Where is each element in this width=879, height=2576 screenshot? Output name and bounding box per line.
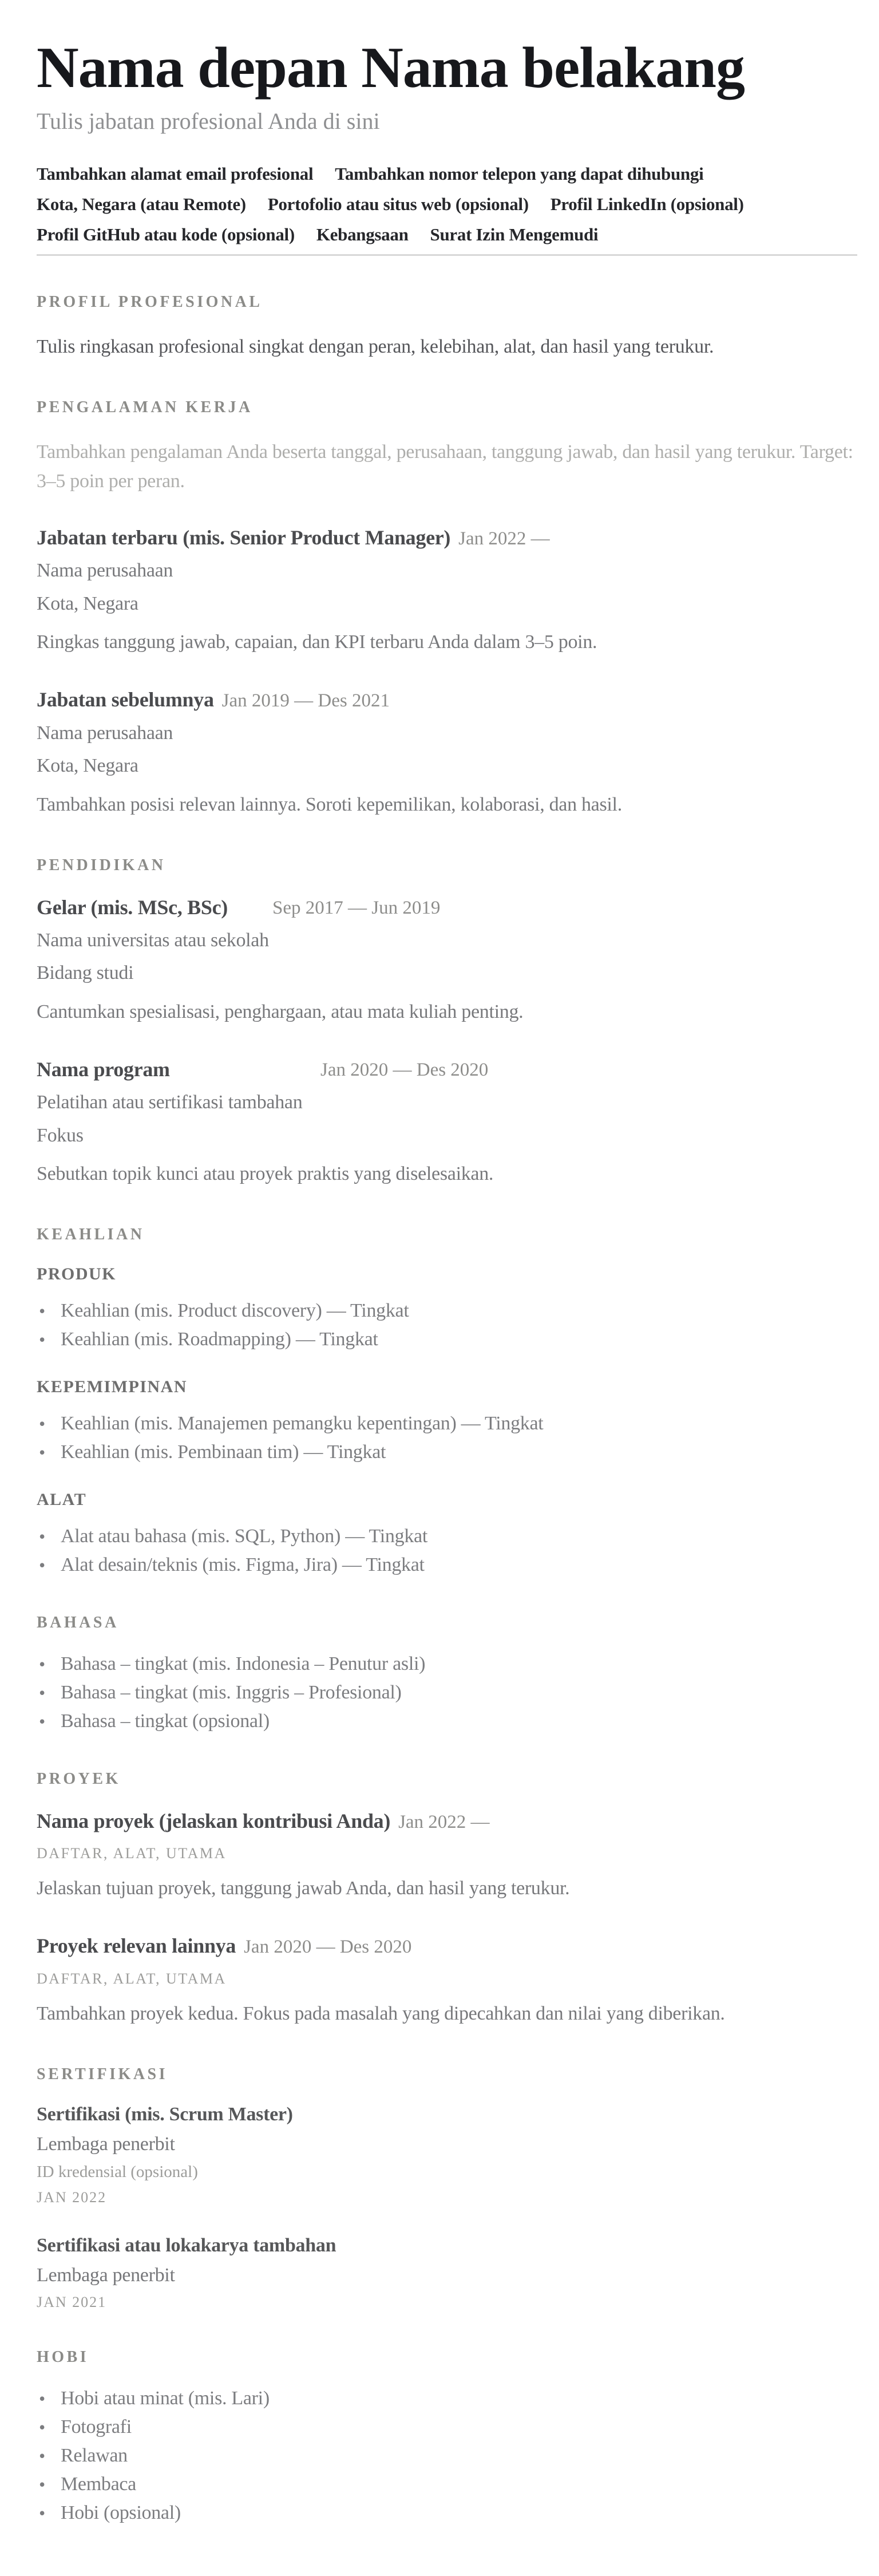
skills-section-label: KEAHLIAN [37,1226,145,1244]
experience-entry-head [37,688,857,713]
languages-section-label: BAHASA [37,1613,119,1631]
skill-group-heading: PRODUK [37,1264,116,1283]
project-date-range: Jan 2022 — [398,1811,490,1832]
skill-list [37,1299,857,1351]
degree-title: Gelar (mis. MSc, BSc) [37,895,228,919]
experience-entry [37,526,857,657]
company-name: Nama perusahaan [37,722,173,744]
skill-item: • Keahlian (mis. Pembinaan tim) — Tingkat [37,1441,857,1464]
language-list [37,1653,857,1733]
skill-group-product [37,1265,857,1351]
contact-item-location: Kota, Negara (atau Remote) [37,194,246,215]
school-name: Nama universitas atau sekolah [37,929,269,951]
job-title: Jabatan terbaru (mis. Senior Product Manager) [37,526,451,549]
resume-header [37,37,857,256]
language-item: • Bahasa – tingkat (mis. Inggris – Profesional) [37,1681,857,1704]
hobby-item: • Fotografi [37,2416,857,2439]
hobby-item: • Hobi (opsional) [37,2502,857,2524]
job-description: Tambahkan posisi relevan lainnya. Soroti kepemilikan, kolaborasi, dan hasil. [37,793,622,815]
certification-issuer: Lembaga penerbit [37,2134,175,2155]
skill-item: • Alat atau bahasa (mis. SQL, Python) — Tingkat [37,1525,857,1548]
experience-section-label: PENGALAMAN KERJA [37,398,253,416]
certification-title: Sertifikasi atau lokakarya tambahan [37,2235,336,2257]
profile-section-label: PROFIL PROFESIONAL [37,293,263,311]
hobby-item: • Relawan [37,2444,857,2467]
education-section-label: PENDIDIKAN [37,856,166,874]
project-meta-tags: DAFTAR, ALAT, UTAMA [37,1970,227,1987]
project-description: Jelaskan tujuan proyek, tanggung jawab Anda, dan hasil yang terukur. [37,1878,570,1899]
project-entry [37,1934,857,2028]
certification-date: JAN 2021 [37,2294,107,2311]
education-entry [37,1057,857,1188]
job-location: Kota, Negara [37,755,138,777]
project-meta-tags: DAFTAR, ALAT, UTAMA [37,1845,227,1862]
section-languages [37,1614,857,1733]
hobby-list [37,2387,857,2524]
hobby-item: • Membaca [37,2473,857,2496]
skill-list [37,1412,857,1464]
program-title: Nama program [37,1057,170,1081]
skill-item: • Keahlian (mis. Manajemen pemangku kepentingan) — Tingkat [37,1412,857,1435]
education-entry-head [37,895,857,920]
section-certifications [37,2066,857,2312]
contact-item-portfolio: Portofolio atau situs web (opsional) [267,194,529,215]
project-date-range: Jan 2020 — Des 2020 [244,1937,412,1958]
section-experience [37,399,857,819]
section-hobbies [37,2349,857,2524]
full-name-heading: Nama depan Nama belakang [37,35,745,100]
language-item: • Bahasa – tingkat (mis. Indonesia – Penutur asli) [37,1653,857,1676]
project-title: Nama proyek (jelaskan kontribusi Anda) [37,1809,391,1832]
professional-title-placeholder: Tulis jabatan profesional Anda di sini [37,108,380,135]
section-education [37,857,857,1188]
field-of-study: Bidang studi [37,962,134,984]
contact-item-driving-license: Surat Izin Mengemudi [430,224,599,245]
program-focus: Fokus [37,1124,84,1146]
section-projects [37,1771,857,2028]
program-date-range: Jan 2020 — Des 2020 [320,1059,489,1080]
job-description: Ringkas tanggung jawab, capaian, dan KPI terbaru Anda dalam 3–5 poin. [37,631,597,653]
certification-title: Sertifikasi (mis. Scrum Master) [37,2104,293,2125]
skill-item: • Keahlian (mis. Roadmapping) — Tingkat [37,1328,857,1351]
certification-entry [37,2235,857,2311]
skill-item: • Keahlian (mis. Product discovery) — Tingkat [37,1299,857,1322]
degree-date-range: Sep 2017 — Jun 2019 [272,897,441,918]
skill-group-tools [37,1490,857,1577]
education-entry-head [37,1057,857,1082]
education-description: Cantumkan spesialisasi, penghargaan, atau mata kuliah penting. [37,1001,524,1022]
skill-group-heading: KEPEMIMPINAN [37,1377,187,1396]
certifications-section-label: SERTIFIKASI [37,2065,168,2083]
skill-list [37,1525,857,1577]
experience-entry-head [37,526,857,551]
project-entry-head [37,1809,857,1834]
header-divider [37,254,857,256]
experience-placeholder: Tambahkan pengalaman Anda beserta tanggal, perusahaan, tanggung jawab, dan hasil yang terukur. Target: 3–5 poin per peran. [37,441,853,492]
section-skills [37,1226,857,1577]
hobby-item: • Hobi atau minat (mis. Lari) [37,2387,857,2410]
program-provider: Pelatihan atau sertifikasi tambahan [37,1092,303,1113]
section-profile [37,294,857,361]
project-entry [37,1809,857,1903]
contact-list [37,163,857,246]
contact-item-email: Tambahkan alamat email profesional [37,164,314,184]
contact-item-nationality: Kebangsaan [316,224,409,245]
language-item: • Bahasa – tingkat (opsional) [37,1710,857,1733]
certification-date: JAN 2022 [37,2189,107,2206]
experience-entry [37,688,857,819]
certification-entry [37,2104,857,2206]
project-entry-head [37,1934,857,1959]
job-date-range: Jan 2019 — Des 2021 [221,690,390,712]
education-entry [37,895,857,1026]
job-title: Jabatan sebelumnya [37,688,214,712]
credential-id: ID kredensial (opsional) [37,2163,198,2182]
skill-item: • Alat desain/teknis (mis. Figma, Jira) — Tingkat [37,1554,857,1577]
company-name: Nama perusahaan [37,560,173,582]
hobbies-section-label: HOBI [37,2348,89,2366]
skill-group-leadership [37,1377,857,1464]
contact-item-github: Profil GitHub atau kode (opsional) [37,224,295,245]
contact-item-linkedin: Profil LinkedIn (opsional) [550,194,744,215]
projects-section-label: PROYEK [37,1769,121,1788]
skill-group-heading: ALAT [37,1490,87,1509]
contact-item-phone: Tambahkan nomor telepon yang dapat dihubungi [335,164,704,184]
profile-summary: Tulis ringkasan profesional singkat dengan peran, kelebihan, alat, dan hasil yang terukur. [37,335,714,357]
job-date-range: Jan 2022 — [458,528,550,549]
project-description: Tambahkan proyek kedua. Fokus pada masalah yang dipecahkan dan nilai yang diberikan. [37,2002,725,2024]
job-location: Kota, Negara [37,592,138,614]
project-title: Proyek relevan lainnya [37,1934,236,1958]
program-description: Sebutkan topik kunci atau proyek praktis yang diselesaikan. [37,1163,494,1185]
certification-issuer: Lembaga penerbit [37,2265,175,2286]
